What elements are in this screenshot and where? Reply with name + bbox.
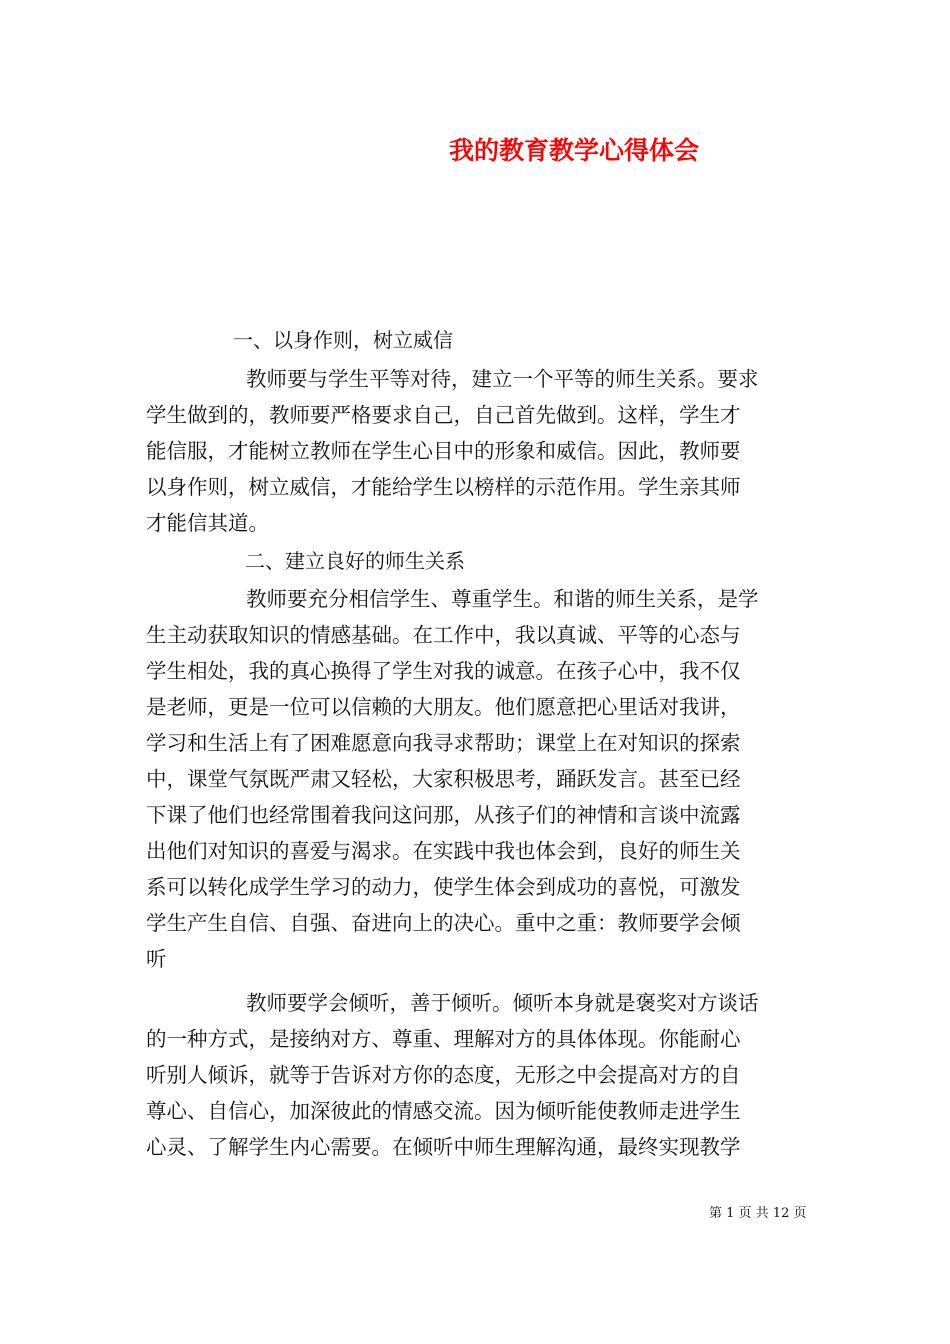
paragraph-line: 以身作则，树立威信，才能给学生以榜样的示范作用。学生亲其师 xyxy=(146,475,741,499)
paragraph-line: 听 xyxy=(146,947,167,971)
paragraph-line: 学生产生自信、自强、奋进向上的决心。重中之重：教师要学会倾 xyxy=(146,911,741,935)
paragraph-line: 学生做到的，教师要严格要求自己，自己首先做到。这样，学生才 xyxy=(146,403,741,427)
paragraph-line: 的一种方式，是接纳对方、尊重、理解对方的具体体现。你能耐心 xyxy=(146,1027,741,1051)
paragraph-line: 听别人倾诉，就等于告诉对方你的态度，无形之中会提高对方的自 xyxy=(146,1063,741,1087)
paragraph-line: 是老师，更是一位可以信赖的大朋友。他们愿意把心里话对我讲， xyxy=(146,695,741,719)
paragraph-line: 教师要充分相信学生、尊重学生。和谐的师生关系，是学 xyxy=(246,587,759,611)
paragraph-line: 教师要与学生平等对待，建立一个平等的师生关系。要求 xyxy=(246,367,759,391)
paragraph-line: 心灵、了解学生内心需要。在倾听中师生理解沟通，最终实现教学 xyxy=(146,1135,741,1159)
paragraph-line: 尊心、自信心，加深彼此的情感交流。因为倾听能使教师走进学生 xyxy=(146,1099,741,1123)
paragraph-line: 生主动获取知识的情感基础。在工作中，我以真诚、平等的心态与 xyxy=(146,623,741,647)
section-2-heading: 二、建立良好的师生关系 xyxy=(245,549,465,573)
page-indicator: 第 1 页 共 12 页 xyxy=(709,1206,807,1221)
paragraph-line: 中，课堂气氛既严肃又轻松，大家积极思考，踊跃发言。甚至已经 xyxy=(146,767,741,791)
paragraph-line: 下课了他们也经常围着我问这问那，从孩子们的神情和言谈中流露 xyxy=(146,803,741,827)
paragraph-line: 出他们对知识的喜爱与渴求。在实践中我也体会到，良好的师生关 xyxy=(146,839,741,863)
page-title: 我的教育教学心得体会 xyxy=(449,136,700,165)
paragraph-line: 学生相处，我的真心换得了学生对我的诚意。在孩子心中，我不仅 xyxy=(146,659,741,683)
paragraph-line: 才能信其道。 xyxy=(146,511,269,535)
section-1-heading: 一、以身作则，树立威信 xyxy=(233,328,453,352)
paragraph-line: 系可以转化成学生学习的动力，使学生体会到成功的喜悦，可激发 xyxy=(146,875,741,899)
paragraph-line: 能信服，才能树立教师在学生心目中的形象和威信。因此，教师要 xyxy=(146,439,741,463)
paragraph-line: 教师要学会倾听，善于倾听。倾听本身就是褒奖对方谈话 xyxy=(246,991,759,1015)
paragraph-line: 学习和生活上有了困难愿意向我寻求帮助；课堂上在对知识的探索 xyxy=(146,731,741,755)
